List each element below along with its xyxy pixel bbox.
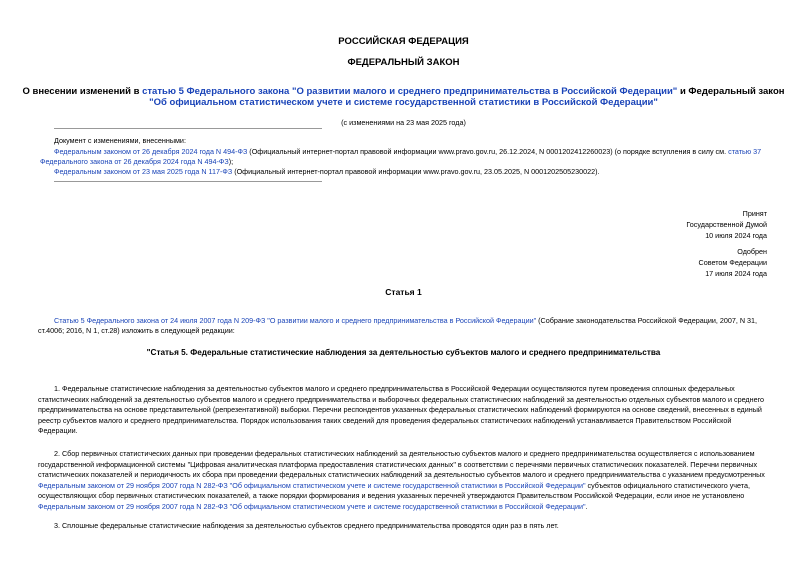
approved-line3: 17 июля 2024 года	[705, 269, 767, 278]
p1-line: предпринимательства на основе представительной (репрезентативной) выборки. Перечни респондентов указанных федеральных статистических наблюдений формируются на основе сведений, внесенных в единый	[38, 405, 762, 414]
changes-item-1-cont	[40, 157, 233, 166]
adopted-line2: Государственной Думой	[686, 220, 767, 229]
approved-block	[699, 246, 767, 279]
law-type-heading: ФЕДЕРАЛЬНЫЙ ЗАКОН	[347, 57, 460, 68]
change-link-494fz[interactable]: Федеральным законом от 26 декабря 2024 года N 494-ФЗ	[54, 147, 248, 156]
country-heading: РОССИЙСКАЯ ФЕДЕРАЦИЯ	[338, 36, 469, 47]
article1-intro-line2: ст.4006; 2016, N 1, ст.28) изложить в следующей редакции:	[38, 326, 235, 335]
approved-line2: Советом Федерации	[698, 258, 767, 267]
change-item2-text: (Официальный интернет-портал правовой информации www.pravo.gov.ru, 23.05.2025, N 0001202505230022).	[232, 167, 600, 176]
revision-note: (с изменениями на 23 мая 2025 года)	[341, 118, 466, 127]
changes-item-1	[54, 147, 761, 156]
title-prefix: О внесении изменений в	[22, 86, 143, 97]
document-title-line1	[0, 86, 807, 97]
p2-line: осуществляющих сбор первичных статистических показателей, а также порядки формирования и ведения указанных перечней утверждаются Правительством Российской Федерации, если иное не установлено	[38, 491, 745, 500]
changes-intro: Документ с изменениями, внесенными:	[54, 136, 186, 145]
title-middle: и Федеральный закон	[677, 86, 785, 97]
change-link-article37[interactable]: статью 37	[728, 147, 762, 156]
changes-top-rule	[54, 128, 322, 129]
article1-intro-text1: (Собрание законодательства Российской Федерации, 2007, N 31,	[536, 316, 758, 325]
changes-bottom-rule	[54, 181, 322, 182]
approved-line1: Одобрен	[737, 247, 767, 256]
change-item1-text: (Официальный интернет-портал правовой информации www.pravo.gov.ru, 26.12.2024, N 0001202412260023) (о порядке вступления в силу см.	[247, 147, 729, 156]
p2-line: статистических показателей и периодичность их сбора при проведении федеральных статистических наблюдений за деятельностью субъектов малого и среднего предпринимательства с указанием предусмотренных	[38, 470, 765, 479]
change-link-117fz[interactable]: Федеральным законом от 23 мая 2025 года N 117-ФЗ	[54, 167, 233, 176]
p2-l4-text: субъектов официального статистического учета,	[585, 480, 751, 490]
adopted-line1: Принят	[742, 209, 767, 218]
p2-line: государственной информационной системы "Цифровая аналитическая платформа предоставления статистических данных" в соответствии с перечнями первичных статистических показателей. Перечни первичных	[38, 459, 758, 469]
p2-link-282fz[interactable]: Федеральным законом от 29 ноября 2007 года N 282-ФЗ "Об официальном статистическом учете и системе государственной статистики в Российской Федерации"	[38, 480, 586, 490]
p2-line	[38, 502, 768, 513]
adopted-block	[686, 208, 767, 241]
paragraph-2	[38, 449, 768, 512]
article1-intro-line1	[54, 316, 757, 325]
change-item1-end: );	[228, 157, 234, 166]
paragraph-1	[38, 384, 768, 437]
p2-line: 2. Сбор первичных статистических данных при проведении федеральных статистических наблюдений за деятельностью субъектов малого и среднего предпринимательства осуществляется с использованием	[54, 449, 755, 458]
changes-item-2	[54, 167, 600, 176]
p2-line	[38, 481, 768, 492]
adopted-line3: 10 июля 2024 года	[705, 231, 767, 240]
document-title-line2	[0, 97, 807, 108]
p1-line: статистических наблюдений за деятельностью субъектов малого и среднего предпринимательства и выборочных федеральных статистических наблюдений за деятельностью отдельных субъектов малого и среднего	[38, 394, 765, 404]
p1-line: 1. Федеральные статистические наблюдения за деятельностью субъектов малого и среднего предпринимательства в Российской Федерации осуществляются путем проведения сплошных федеральных	[54, 384, 735, 393]
paragraph-3: 3. Сплошные федеральные статистические наблюдения за деятельностью субъектов среднего предпринимательства проводятся один раз в пять лет.	[54, 521, 559, 530]
p1-line: реестр субъектов малого и среднего предпринимательства. Порядок использования таких сведений для проведения федеральных статистических наблюдений устанавливается Правительством Российской	[38, 415, 732, 425]
article1-heading: Статья 1	[385, 287, 422, 297]
p2-l6-end: .	[585, 501, 588, 511]
title-link-article5[interactable]: статью 5 Федерального закона "О развитии малого и среднего предпринимательства в Российской Федерации"	[142, 86, 678, 97]
title-link-statistics-law[interactable]: "Об официальном статистическом учете и системе государственной статистики в Российской Федерации"	[149, 97, 658, 108]
p1-line: Федерации.	[38, 426, 78, 435]
article5-quote-heading: "Статья 5. Федеральные статистические наблюдения за деятельностью субъектов малого и среднего предпринимательства	[146, 348, 661, 357]
change-link-494fz-2[interactable]: Федерального закона от 26 декабря 2024 года N 494-ФЗ	[40, 157, 229, 166]
article1-link-209fz[interactable]: Статью 5 Федерального закона от 24 июля 2007 года N 209-ФЗ "О развитии малого и среднего предпринимательства в Российской Федерации"	[54, 316, 537, 325]
p2-link-282fz-2[interactable]: Федеральным законом от 29 ноября 2007 года N 282-ФЗ "Об официальном статистическом учете и системе государственной статистики в Российской Федерации"	[38, 501, 586, 511]
